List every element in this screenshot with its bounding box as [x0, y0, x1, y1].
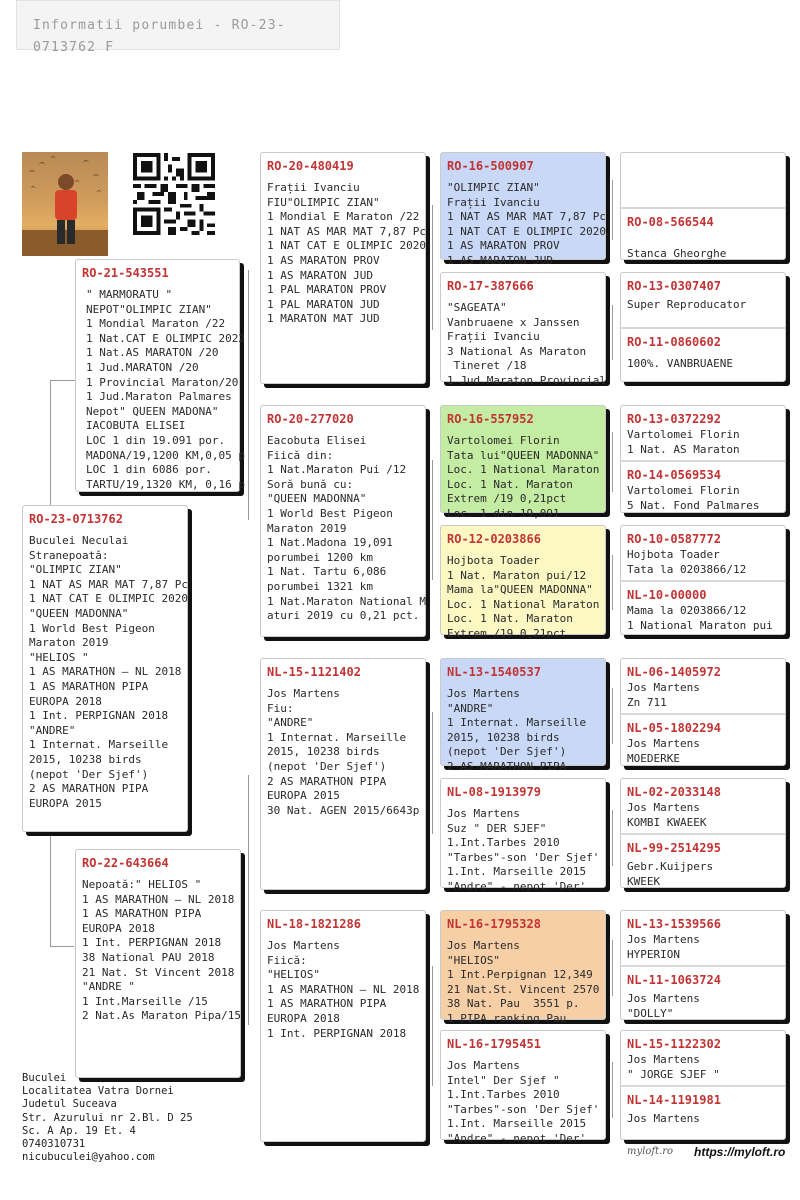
ring-number: NL-10-00000 — [627, 588, 707, 602]
pedigree-card-gen5[interactable] — [621, 911, 785, 965]
ring-number: RO-21-543551 — [82, 266, 169, 280]
pigeon-details: Jos Martens "DOLLY" — [627, 992, 700, 1020]
pigeon-details: Jos Martens "HELIOS" 1 Int.Perpignan 12,349 21 Nat.St. Vincent 2570 38 Nat. Pau 3551 p. 1 PIPA ranking Pau — [447, 939, 600, 1025]
pigeon-details: Jos Martens Fiu: "ANDRE" 1 Internat. Marseille 2015, 10238 birds (nepot 'Der Sjef') 2 AS MARATHON PIPA EUROPA 2015 30 Nat. AGEN 2015/6643p — [267, 687, 420, 817]
pedigree-card-gen5-pair[interactable] — [620, 910, 786, 1020]
ring-number: NL-15-1122302 — [627, 1037, 721, 1051]
page-title: Informatii porumbei - RO-23- 0713762 F — [33, 18, 286, 55]
pedigree-card-main[interactable] — [22, 505, 188, 832]
connector-line — [612, 432, 613, 492]
connector-line — [612, 810, 613, 866]
pigeon-details: Jos Martens Suz " DER SJEF" 1.Int.Tarbes 2010 "Tarbes"-son 'Der Sjef' 1.Int. Marseille 2015 "Andre" - nepot 'Der' — [447, 807, 600, 893]
ring-number: NL-06-1405972 — [627, 665, 721, 679]
connector-line — [248, 775, 249, 1025]
connector-line — [612, 305, 613, 360]
pedigree-card-gen5-pair[interactable] — [620, 778, 786, 888]
pedigree-card-gen4[interactable] — [440, 525, 606, 640]
pigeon-details: Nepoată:" HELIOS " 1 AS MARATHON – NL 2018 1 AS MARATHON PIPA EUROPA 2018 1 Int. PERPIGNAN 2018 38 National PAU 2018 21 Nat. St Vincent 2018 "ANDRE " 1 Int.Marseille /15 2 Nat.As Maraton Pipa/15 — [82, 878, 241, 1023]
qr-code-icon — [133, 153, 215, 235]
pigeon-details: " MARMORATU " NEPOT"OLIMPIC ZIAN" 1 Mondial Maraton /22 1 Nat.CAT E OLIMPIC 2022 1 Nat.AS MARATON /20 1 Jud.MARATON /20 1 Provincial Maraton/20 1 Jud.Maraton Palmares Nepot" QUEEN MADONA" IACOBUTA ELISEI LOC 1 din 19.091 por. MADONA/19,1200 KM,0,05 p LOC 1 din 6086 por. TARTU/19,1320 KM, 0,16 p — [86, 288, 245, 491]
pigeon-details: Jos Martens " JORGE SJEF " — [627, 1053, 720, 1081]
ring-number: RO-16-557952 — [447, 412, 534, 426]
pigeon-details: Eacobuta Elisei Fiică din: 1 Nat.Maraton Pui /12 Soră bună cu: "QUEEN MADONNA" 1 World Best Pigeon Maraton 2019 1 Nat.Madona 19,091 porumbei 1200 km 1 Nat. Tartu 6,086 porumbei 1321 km 1 Nat.Maraton National M aturi 2019 cu 0,21 pct. — [267, 434, 426, 623]
pedigree-card-gen5-pair[interactable] — [620, 1030, 786, 1140]
ring-number: NL-08-1913979 — [447, 785, 541, 799]
ring-number: RO-23-0713762 — [29, 512, 123, 526]
ring-number: RO-10-0587772 — [627, 532, 721, 546]
ring-number: RO-14-0569534 — [627, 468, 721, 482]
pedigree-card-gen4[interactable] — [440, 272, 606, 387]
pedigree-card-gen4[interactable] — [440, 778, 606, 893]
connector-line — [432, 460, 433, 580]
pedigree-card-gen5[interactable] — [621, 1085, 785, 1141]
pedigree-card-gen5-pair[interactable] — [620, 525, 786, 635]
ring-number: NL-11-1063724 — [627, 973, 721, 987]
ring-number: NL-16-1795451 — [447, 1037, 541, 1051]
ring-number: NL-13-1540537 — [447, 665, 541, 679]
ring-number: NL-13-1539566 — [627, 917, 721, 931]
ring-number: RO-12-0203866 — [447, 532, 541, 546]
connector-line — [432, 205, 433, 330]
connector-line — [50, 380, 51, 505]
pigeon-details: Super Reproducator — [627, 298, 747, 311]
pigeon-details: Vartolomei Florin 1 Nat. AS Maraton — [627, 428, 740, 456]
pigeon-details: Jos Martens HYPERION — [627, 933, 700, 961]
ring-number: RO-13-0307407 — [627, 279, 721, 293]
ring-number: NL-18-1821286 — [267, 917, 361, 931]
ring-number: NL-99-2514295 — [627, 841, 721, 855]
pedigree-card-gen4[interactable] — [440, 1030, 606, 1145]
ring-number: RO-16-500907 — [447, 159, 534, 173]
pedigree-card-gen5[interactable] — [621, 406, 785, 460]
page-header — [16, 0, 340, 55]
pedigree-card-mother[interactable] — [75, 849, 241, 1078]
pedigree-card-gen5-pair[interactable] — [620, 658, 786, 766]
pedigree-card-gen4[interactable] — [440, 152, 606, 267]
pigeon-details: Jos Martens Fiică: "HELIOS" 1 AS MARATHON – NL 2018 1 AS MARATHON PIPA EUROPA 2018 1 Int. PERPIGNAN 2018 — [267, 939, 420, 1040]
ring-number: RO-11-0860602 — [627, 335, 721, 349]
pedigree-card-gen5[interactable] — [621, 580, 785, 636]
connector-line — [50, 946, 74, 947]
footer-link[interactable]: https://myloft.ro — [694, 1145, 786, 1159]
ring-number: RO-17-387666 — [447, 279, 534, 293]
pigeon-details: Vartolomei Florin Tata lui"QUEEN MADONNA" Loc. 1 National Maraton Loc. 1 Nat. Maraton Extrem /19 0,21pct Loc. 1 din 19,091 — [447, 434, 600, 520]
owner-contact: Buculei Localitatea Vatra Dornei Judetul Suceava Str. Azurului nr 2.Bl. D 25 Sc. A Ap. 19 Et. 4 0740310731 nicubuculei@yahoo.com — [22, 1072, 193, 1164]
pigeon-details: Hojbota Toader 1 Nat. Maraton pui/12 Mama la"QUEEN MADONNA" Loc. 1 National Maraton Loc. 1 Nat. Maraton Extrem /19 0,21pct — [447, 554, 600, 640]
pedigree-card-gen4[interactable] — [440, 405, 606, 520]
pigeon-details: Jos Martens Intel" Der Sjef " 1.Int.Tarbes 2010 "Tarbes"-son 'Der Sjef' 1.Int. Marseille 2015 "Andre" - nepot 'Der' — [447, 1059, 600, 1145]
pedigree-card-gen5[interactable] — [621, 327, 785, 383]
connector-line — [612, 688, 613, 744]
pedigree-card-gen5[interactable] — [621, 207, 785, 261]
pigeon-details: Stanca Gheorghe — [627, 247, 727, 260]
pedigree-card-gen5[interactable] — [621, 833, 785, 889]
pedigree-card-gen5-pair[interactable] — [620, 152, 786, 260]
pigeon-details: Hojbota Toader Tata la 0203866/12 — [627, 548, 747, 576]
pedigree-card-gen5[interactable] — [621, 460, 785, 514]
pedigree-card-gen5[interactable] — [621, 273, 785, 327]
pigeon-details: Jos Martens — [627, 1112, 700, 1125]
pigeon-details: Buculei Neculai Stranepoată: "OLIMPIC ZIAN" 1 NAT AS MAR MAT 7,87 Pc 1 NAT CAT E OLIMPIC 2020 "QUEEN MADONNA" 1 World Best Pigeon Maraton 2019 "HELIOS " 1 AS MARATHON – NL 2018 1 AS MARATHON PIPA EUROPA 2018 1 Int. PERPIGNAN 2018 "ANDRE" 1 Internat. Marseille 2015, 10238 birds (nepot 'Der Sjef') 2 AS MARATHON PIPA EUROPA 2015 — [29, 534, 188, 810]
pedigree-card-gen5[interactable] — [621, 1031, 785, 1085]
pigeon-details: 100%. VANBRUAENE — [627, 357, 733, 370]
ring-number: RO-13-0372292 — [627, 412, 721, 426]
connector-line — [612, 1062, 613, 1118]
pigeon-details: "OLIMPIC ZIAN" Frații Ivanciu 1 NAT AS MAR MAT 7,87 Pc 1 NAT CAT E OLIMPIC 2020 1 AS MARATON PROV 1 AS MARATON JUD — [447, 181, 606, 267]
pedigree-card-gen5-pair[interactable] — [620, 405, 786, 513]
connector-line — [50, 380, 78, 381]
pedigree-card-gen5[interactable] — [621, 526, 785, 580]
pigeon-details: Jos Martens "ANDRE" 1 Internat. Marseille 2015, 10238 birds (nepot 'Der Sjef') 2 AS MARATHON PIPA — [447, 687, 587, 773]
ring-number: NL-16-1795328 — [447, 917, 541, 931]
pedigree-card-gen3[interactable] — [260, 658, 426, 890]
pigeon-details: Gebr.Kuijpers KWEEK — [627, 860, 714, 888]
connector-line — [432, 966, 433, 1086]
pigeon-details: Jos Martens KOMBI KWAEEK — [627, 801, 707, 829]
connector-line — [612, 180, 613, 240]
pedigree-card-gen5[interactable] — [621, 713, 785, 767]
ring-number: RO-20-480419 — [267, 159, 354, 173]
breeder-photo-icon — [22, 152, 108, 256]
pedigree-card-father[interactable] — [75, 259, 245, 492]
connector-line — [248, 270, 249, 520]
pigeon-details: Mama la 0203866/12 1 National Maraton pui — [627, 604, 773, 632]
pedigree-card-gen5[interactable] — [621, 965, 785, 1021]
pigeon-details: Jos Martens Zn 711 — [627, 681, 700, 709]
connector-line — [50, 836, 51, 946]
connector-line — [612, 555, 613, 610]
connector-line — [612, 940, 613, 996]
pigeon-details: Vartolomei Florin 5 Nat. Fond Palmares — [627, 484, 760, 512]
ring-number: RO-08-566544 — [627, 215, 714, 229]
ring-number: NL-14-1191981 — [627, 1093, 721, 1107]
connector-line — [432, 712, 433, 834]
breeder-photo — [22, 152, 108, 256]
pedigree-card-gen5[interactable] — [621, 659, 785, 713]
pedigree-card-gen5[interactable] — [621, 153, 785, 207]
pedigree-card-gen5-pair[interactable] — [620, 272, 786, 382]
pedigree-card-gen5[interactable] — [621, 779, 785, 833]
pedigree-card-gen3[interactable] — [260, 152, 426, 384]
pigeon-details: "SAGEATA" Vanbruaene x Janssen Frații Ivanciu 3 National As Maraton Tineret /18 1 Jud.Maraton Provincial — [447, 301, 606, 387]
pedigree-card-gen4[interactable] — [440, 910, 606, 1025]
pigeon-details: Jos Martens MOEDERKE — [627, 737, 700, 765]
pigeon-details: Frații Ivanciu FIU"OLIMPIC ZIAN" 1 Mondial E Maraton /22 1 NAT AS MAR MAT 7,87 Pc 1 NAT CAT E OLIMPIC 2020 1 AS MARATON PROV 1 AS MARATON JUD 1 PAL MARATON PROV 1 PAL MARATON JUD 1 MARATON MAT JUD — [267, 181, 426, 326]
ring-number: RO-20-277020 — [267, 412, 354, 426]
ring-number: NL-05-1802294 — [627, 721, 721, 735]
ring-number: NL-15-1121402 — [267, 665, 361, 679]
qr-code — [133, 153, 215, 235]
ring-number: NL-02-2033148 — [627, 785, 721, 799]
pedigree-card-gen4[interactable] — [440, 658, 606, 773]
ring-number: RO-22-643664 — [82, 856, 169, 870]
pedigree-card-gen3[interactable] — [260, 405, 426, 637]
pedigree-card-gen3[interactable] — [260, 910, 426, 1142]
myloft-logo: myloft.ro — [627, 1146, 674, 1157]
